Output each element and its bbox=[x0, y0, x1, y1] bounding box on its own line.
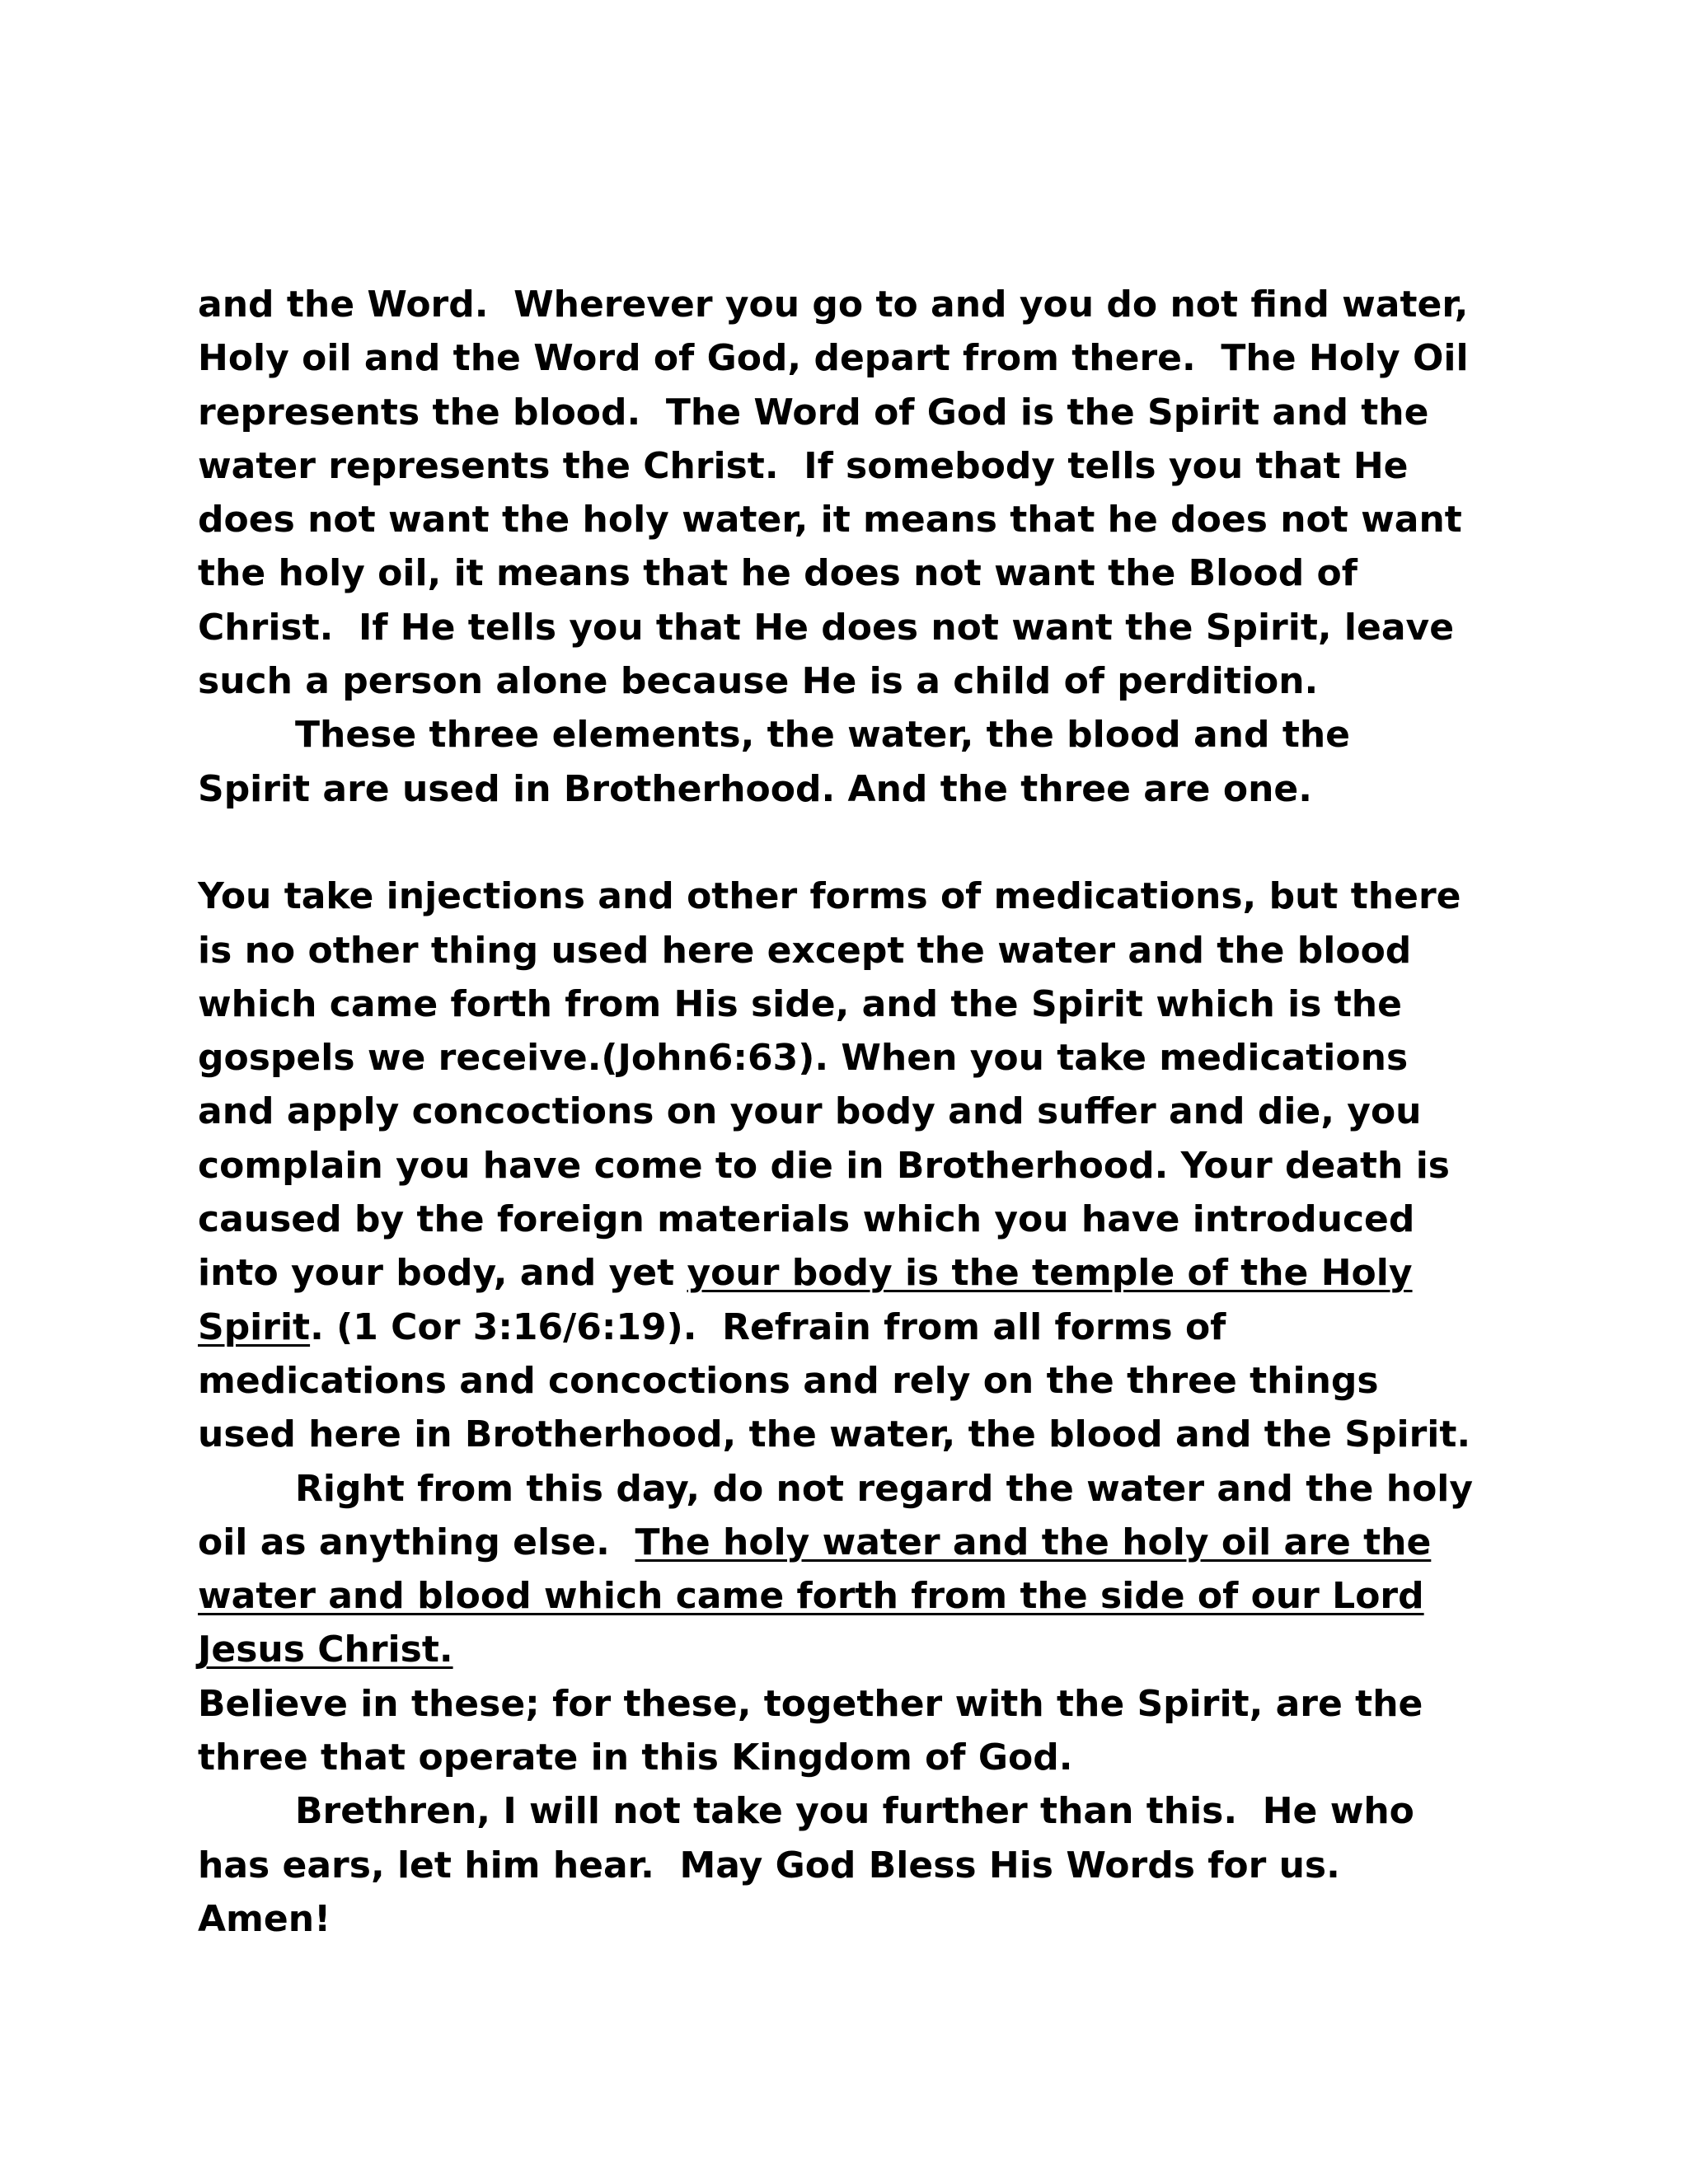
underlined-text: water and blood which came forth from the side of our Lord bbox=[198, 1575, 1424, 1618]
underlined-text: your body is the temple of the Holy bbox=[687, 1252, 1413, 1295]
text-line: the holy oil, it means that he does not want the Blood of bbox=[198, 552, 1357, 595]
text-line: Holy oil and the Word of God, depart from there. The Holy Oil bbox=[198, 337, 1469, 380]
text-line: represents the blood. The Word of God is the Spirit and the bbox=[198, 391, 1429, 434]
text-line: These three elements, the water, the blood and the bbox=[295, 714, 1351, 757]
text-line: You take injections and other forms of medications, but there bbox=[198, 875, 1461, 918]
underlined-text: Jesus Christ. bbox=[198, 1629, 453, 1671]
text-line: used here in Brotherhood, the water, the blood and the Spirit. bbox=[198, 1413, 1471, 1456]
document-body bbox=[198, 278, 1517, 1946]
text-line: Spirit are used in Brotherhood. And the three are one. bbox=[198, 767, 1312, 810]
text-line bbox=[198, 1623, 1517, 1676]
text-line: three that operate in this Kingdom of God. bbox=[198, 1736, 1073, 1779]
text-line bbox=[198, 1516, 1517, 1569]
text-segment: into your body, and yet bbox=[198, 1252, 687, 1295]
text-line bbox=[198, 1301, 1517, 1354]
underlined-text: The holy water and the holy oil are the bbox=[635, 1521, 1432, 1563]
text-line: and apply concoctions on your body and suffer and die, you bbox=[198, 1090, 1422, 1133]
text-line: is no other thing used here except the water and the blood bbox=[198, 929, 1412, 972]
text-line: such a person alone because He is a child of perdition. bbox=[198, 660, 1319, 703]
text-segment: oil as anything else. bbox=[198, 1521, 635, 1563]
text-line: Brethren, I will not take you further than this. He who bbox=[295, 1790, 1414, 1833]
text-line: which came forth from His side, and the Spirit which is the bbox=[198, 982, 1402, 1025]
text-line: and the Word. Wherever you go to and you do not find water, bbox=[198, 284, 1469, 326]
text-line: caused by the foreign materials which you have introduced bbox=[198, 1198, 1415, 1241]
text-line: Right from this day, do not regard the water and the holy bbox=[295, 1467, 1474, 1510]
text-line: complain you have come to die in Brotherhood. Your death is bbox=[198, 1144, 1450, 1187]
text-line: medications and concoctions and rely on the three things bbox=[198, 1359, 1379, 1402]
text-line: Christ. If He tells you that He does not want the Spirit, leave bbox=[198, 606, 1455, 649]
text-line: has ears, let him hear. May God Bless His Words for us. bbox=[198, 1844, 1340, 1886]
text-line: gospels we receive.(John6:63). When you take medications bbox=[198, 1037, 1409, 1080]
text-line: water represents the Christ. If somebody tells you that He bbox=[198, 444, 1409, 487]
text-segment: . (1 Cor 3:16/6:19). Refrain from all forms of bbox=[310, 1305, 1226, 1348]
text-line: Amen! bbox=[198, 1897, 331, 1940]
text-line: does not want the holy water, it means that he does not want bbox=[198, 499, 1462, 541]
text-line bbox=[198, 1569, 1517, 1623]
text-line bbox=[198, 1246, 1517, 1300]
paragraph-spacer bbox=[198, 816, 1517, 869]
text-line: Believe in these; for these, together with the Spirit, are the bbox=[198, 1682, 1423, 1725]
underlined-text: Spirit bbox=[198, 1305, 311, 1348]
